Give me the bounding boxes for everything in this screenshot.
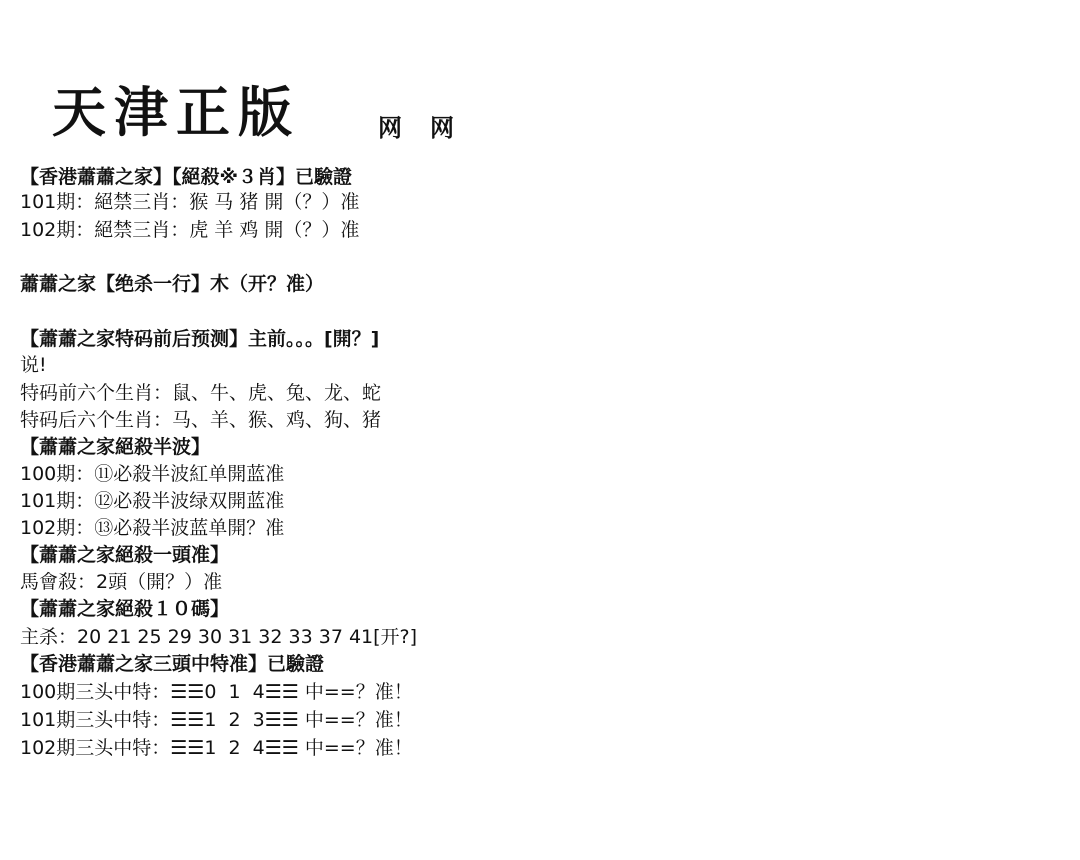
text-line: 101期：⑫必殺半波绿双開蓝准 xyxy=(20,490,285,512)
section-header: 【蕭蕭之家絕殺一頭准】 xyxy=(20,544,230,566)
text-line: 102期：⑬必殺半波蓝单開？准 xyxy=(20,517,285,539)
page-subtitle: 网网 xyxy=(378,113,482,142)
text-line: 101期三头中特：☰☰1 2 3☰☰ 中==？准！ xyxy=(20,709,413,731)
section-header: 【蕭蕭之家特码前后预测】主前。。。[開？] xyxy=(20,328,380,350)
text-line: 特码后六个生肖：马、羊、猴、鸡、狗、猪 xyxy=(20,409,382,431)
text-line: 说! xyxy=(20,354,47,376)
text-line: 100期：⑪必殺半波紅单開蓝准 xyxy=(20,463,285,485)
text-line: 特码前六个生肖：鼠、牛、虎、兔、龙、蛇 xyxy=(20,382,382,404)
section-header: 【蕭蕭之家絕殺１０碼】 xyxy=(20,598,230,620)
section-header: 【香港蕭蕭之家】【絕殺※３肖】已驗證 xyxy=(20,166,352,188)
text-line: 102期三头中特：☰☰1 2 4☰☰ 中==？准！ xyxy=(20,737,413,759)
text-line: 馬會殺：2頭（開？）准 xyxy=(20,571,223,593)
page-title: 天津正版 xyxy=(52,80,300,144)
section-header: 【蕭蕭之家絕殺半波】 xyxy=(20,436,211,458)
text-line: 102期：絕禁三肖：虎 羊 鸡 開（？）准 xyxy=(20,219,360,241)
text-line: 主杀：20 21 25 29 30 31 32 33 37 41[开?] xyxy=(20,626,418,648)
text-line: 100期三头中特：☰☰0 1 4☰☰ 中==？准！ xyxy=(20,681,413,703)
section-header: 【香港蕭蕭之家三頭中特准】已驗證 xyxy=(20,653,325,675)
text-line: 101期：絕禁三肖：猴 马 猪 開（？）准 xyxy=(20,191,360,213)
section-header: 蕭蕭之家【绝杀一行】木（开？准） xyxy=(20,273,325,295)
